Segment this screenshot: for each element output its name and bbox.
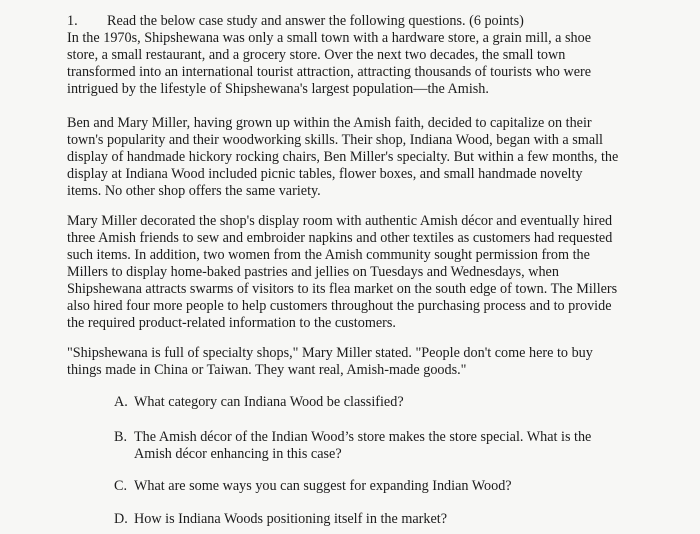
question-a (114, 394, 404, 411)
question-c (114, 478, 512, 495)
question-number: 1. (67, 13, 78, 29)
question-letter: A. (114, 394, 128, 410)
question-text: What are some ways you can suggest for expanding Indian Wood? (134, 478, 512, 494)
paragraph-line: display of handmade hickory rocking chairs, Ben Miller's specialty. But within a few months, the (67, 149, 619, 165)
paragraph-line: store, a small restaurant, and a grocery store. Over the next two decades, the small town (67, 47, 566, 63)
paragraph-line: items. No other shop offers the same variety. (67, 183, 321, 199)
paragraph-line: Mary Miller decorated the shop's display room with authentic Amish décor and eventually hired (67, 213, 613, 229)
question-text: How is Indiana Woods positioning itself in the market? (134, 511, 448, 527)
question-d (114, 511, 447, 528)
paragraph-line: display at Indiana Wood included picnic tables, flower boxes, and small handmade novelty (67, 166, 583, 182)
paragraph-line: In the 1970s, Shipshewana was only a small town with a hardware store, a grain mill, a shoe (67, 30, 592, 46)
question-heading (67, 13, 524, 30)
paragraph-line: transformed into an international tourist attraction, attracting thousands of tourists who were (67, 64, 592, 80)
paragraph-line: "Shipshewana is full of specialty shops," Mary Miller stated. "People don't come here to buy (67, 345, 593, 361)
paragraph-line: such items. In addition, two women from the Amish community sought permission from the (67, 247, 590, 263)
question-letter: B. (114, 429, 128, 445)
paragraph-decor (67, 213, 637, 332)
question-text: What category can Indiana Wood be classified? (134, 394, 404, 410)
question-instruction: Read the below case study and answer the following questions. (6 points) (107, 13, 524, 29)
paragraph-line: town's popularity and their woodworking skills. Their shop, Indiana Wood, began with a small (67, 132, 603, 148)
question-b (114, 429, 591, 463)
paragraph-intro (67, 30, 637, 98)
paragraph-line: Shipshewana attracts swarms of visitors to its flea market on the south edge of town. The Millers (67, 281, 618, 297)
paragraph-line: three Amish friends to sew and embroider napkins and other textiles as customers had requested (67, 230, 613, 246)
paragraph-line: also hired four more people to help customers throughout the purchasing process and to provide (67, 298, 612, 314)
question-text: The Amish décor of the Indian Wood’s store makes the store special. What is the (134, 429, 592, 445)
question-letter: D. (114, 511, 128, 527)
paragraph-line: intrigued by the lifestyle of Shipshewana's largest population—the Amish. (67, 81, 489, 97)
paragraph-line: Ben and Mary Miller, having grown up within the Amish faith, decided to capitalize on their (67, 115, 592, 131)
paragraph-line: things made in China or Taiwan. They want real, Amish-made goods." (67, 362, 467, 378)
question-text-continued: Amish décor enhancing in this case? (134, 446, 342, 462)
paragraph-millers (67, 115, 637, 200)
paragraph-quote (67, 345, 637, 379)
paragraph-line: the required product-related information to the customers. (67, 315, 396, 331)
paragraph-line: Millers to display home-baked pastries and jellies on Tuesdays and Wednesdays, when (67, 264, 559, 280)
question-letter: C. (114, 478, 128, 494)
